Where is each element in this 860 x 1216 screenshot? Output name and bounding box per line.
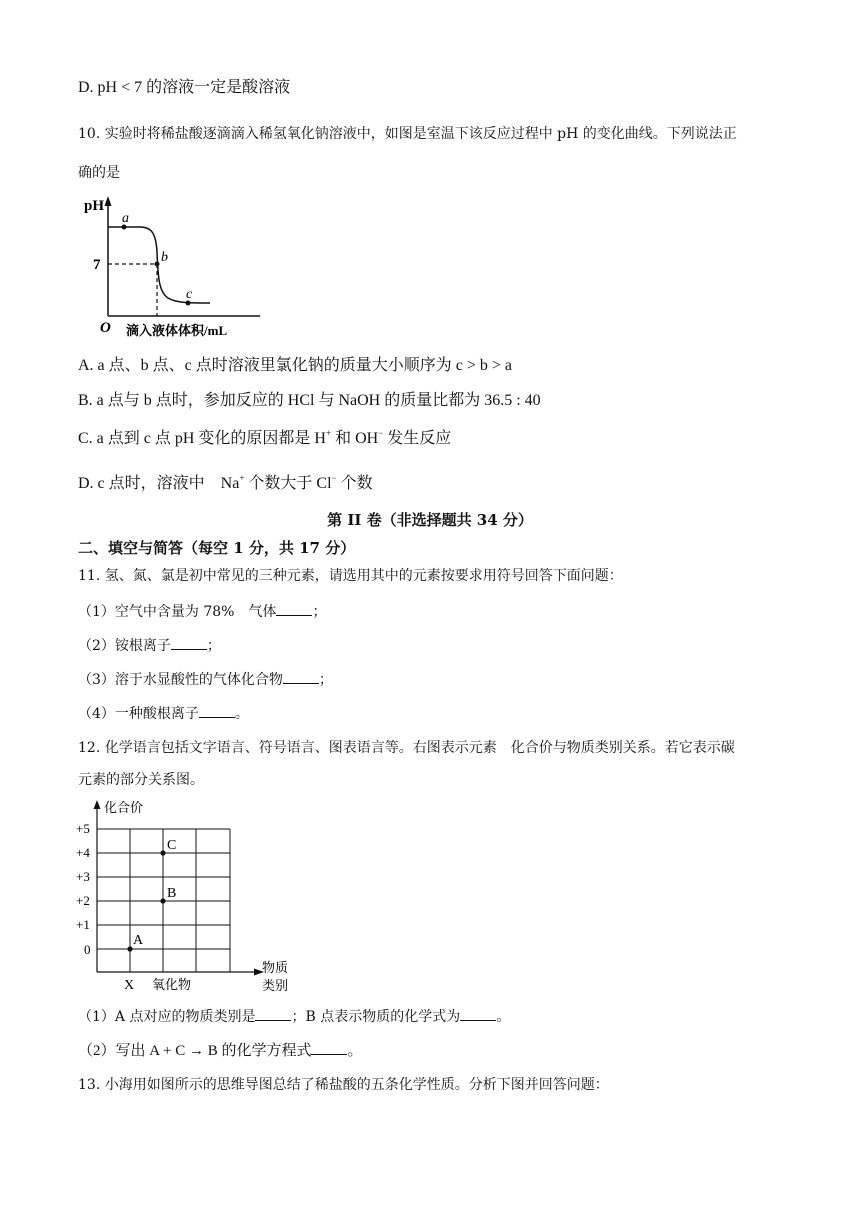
chart-y-axis-arrow-icon bbox=[94, 800, 101, 809]
q13-stem: 13. 小海用如图所示的思维导图总结了稀盐酸的五条化学性质。分析下图并回答问题： bbox=[78, 1077, 609, 1093]
q12-item2: （2）写出 A + C → B 的化学方程式 。 bbox=[78, 1040, 363, 1061]
tick-plus2: +2 bbox=[76, 893, 90, 908]
answer-blank bbox=[199, 703, 235, 718]
point-b bbox=[155, 262, 160, 267]
answer-blank bbox=[311, 1040, 347, 1055]
part2-title: 第 II 卷（非选择题共 34 分） bbox=[327, 511, 533, 529]
point-a-label: a bbox=[122, 211, 129, 226]
point-B-label: B bbox=[167, 886, 177, 901]
answer-blank bbox=[276, 601, 312, 616]
q10-option-b: B. a 点与 b 点时，参加反应的 HCl 与 NaOH 的质量比都为 36.5 : 40 bbox=[78, 392, 541, 409]
q10-option-c: C. a 点到 c 点 pH 变化的原因都是 H+ 和 OH− 发生反应 bbox=[78, 428, 452, 447]
q10-option-d: D. c 点时，溶液中 Na+ 个数大于 Cl− 个数 bbox=[78, 473, 373, 492]
q10-stem-line2: 确的是 bbox=[78, 165, 120, 181]
q11-stem: 11. 氢、氮、氯是初中常见的三种元素，请选用其中的元素按要求用符号回答下面问题： bbox=[78, 568, 623, 584]
x-axis-label: 滴入液体体积/mL bbox=[126, 323, 228, 338]
point-C bbox=[160, 850, 165, 855]
q10-stem-line1: 10. 实验时将稀盐酸逐滴滴入稀氢氧化钠溶液中，如图是室温下该反应过程中 pH 的变化曲线。下列说法正 bbox=[78, 126, 737, 142]
q11-item4: （4）一种酸根离子 。 bbox=[78, 703, 249, 724]
tick-0: 0 bbox=[84, 942, 91, 957]
point-c-label: c bbox=[186, 287, 193, 302]
answer-blank bbox=[283, 669, 319, 684]
tick-plus1: +1 bbox=[76, 917, 90, 932]
q12-stem-line2: 元素的部分关系图。 bbox=[78, 772, 204, 788]
chart-x-axis-label-2: 类别 bbox=[262, 978, 289, 993]
q12-valence-chart bbox=[76, 796, 306, 996]
q10-option-a: A. a 点、b 点、c 点时溶液里氯化钠的质量大小顺序为 c > b > a bbox=[78, 357, 513, 374]
q11-item1: （1）空气中含量为 78% 气体 ； bbox=[78, 601, 326, 622]
point-A bbox=[127, 946, 132, 951]
category-x: X bbox=[124, 978, 135, 993]
y-axis-label: pH bbox=[84, 198, 105, 214]
tick-plus5: +5 bbox=[76, 821, 90, 836]
q9-option-d: D. pH < 7 的溶液一定是酸溶液 bbox=[78, 79, 291, 96]
tick-7-label: 7 bbox=[93, 257, 101, 273]
answer-blank bbox=[171, 635, 207, 650]
point-B bbox=[160, 898, 165, 903]
q11-item2: （2）铵根离子 ； bbox=[78, 635, 221, 656]
y-axis-arrow-icon bbox=[105, 196, 112, 206]
chart-x-axis-label-1: 物质 bbox=[262, 960, 289, 975]
point-A-label: A bbox=[133, 933, 144, 948]
section-heading: 二、填空与简答（每空 1 分，共 17 分） bbox=[78, 539, 356, 557]
q12-item1: （1）A 点对应的物质类别是 ；B 点表示物质的化学式为 。 bbox=[78, 1006, 510, 1027]
chart-y-axis-label: 化合价 bbox=[104, 800, 144, 815]
q10-ph-curve-graph bbox=[80, 192, 290, 344]
point-b-label: b bbox=[161, 250, 168, 265]
answer-blank bbox=[255, 1006, 291, 1021]
tick-plus3: +3 bbox=[76, 869, 90, 884]
tick-plus4: +4 bbox=[76, 845, 90, 860]
origin-label: O bbox=[100, 320, 111, 336]
q12-stem-line1: 12. 化学语言包括文字语言、符号语言、图表语言等。右图表示元素 化合价与物质类别关系。若它表示碳 bbox=[78, 740, 735, 756]
category-oxide: 氧化物 bbox=[152, 977, 192, 992]
q11-item3: （3）溶于水显酸性的气体化合物 ； bbox=[78, 669, 333, 690]
answer-blank bbox=[460, 1006, 496, 1021]
point-C-label: C bbox=[167, 838, 177, 853]
